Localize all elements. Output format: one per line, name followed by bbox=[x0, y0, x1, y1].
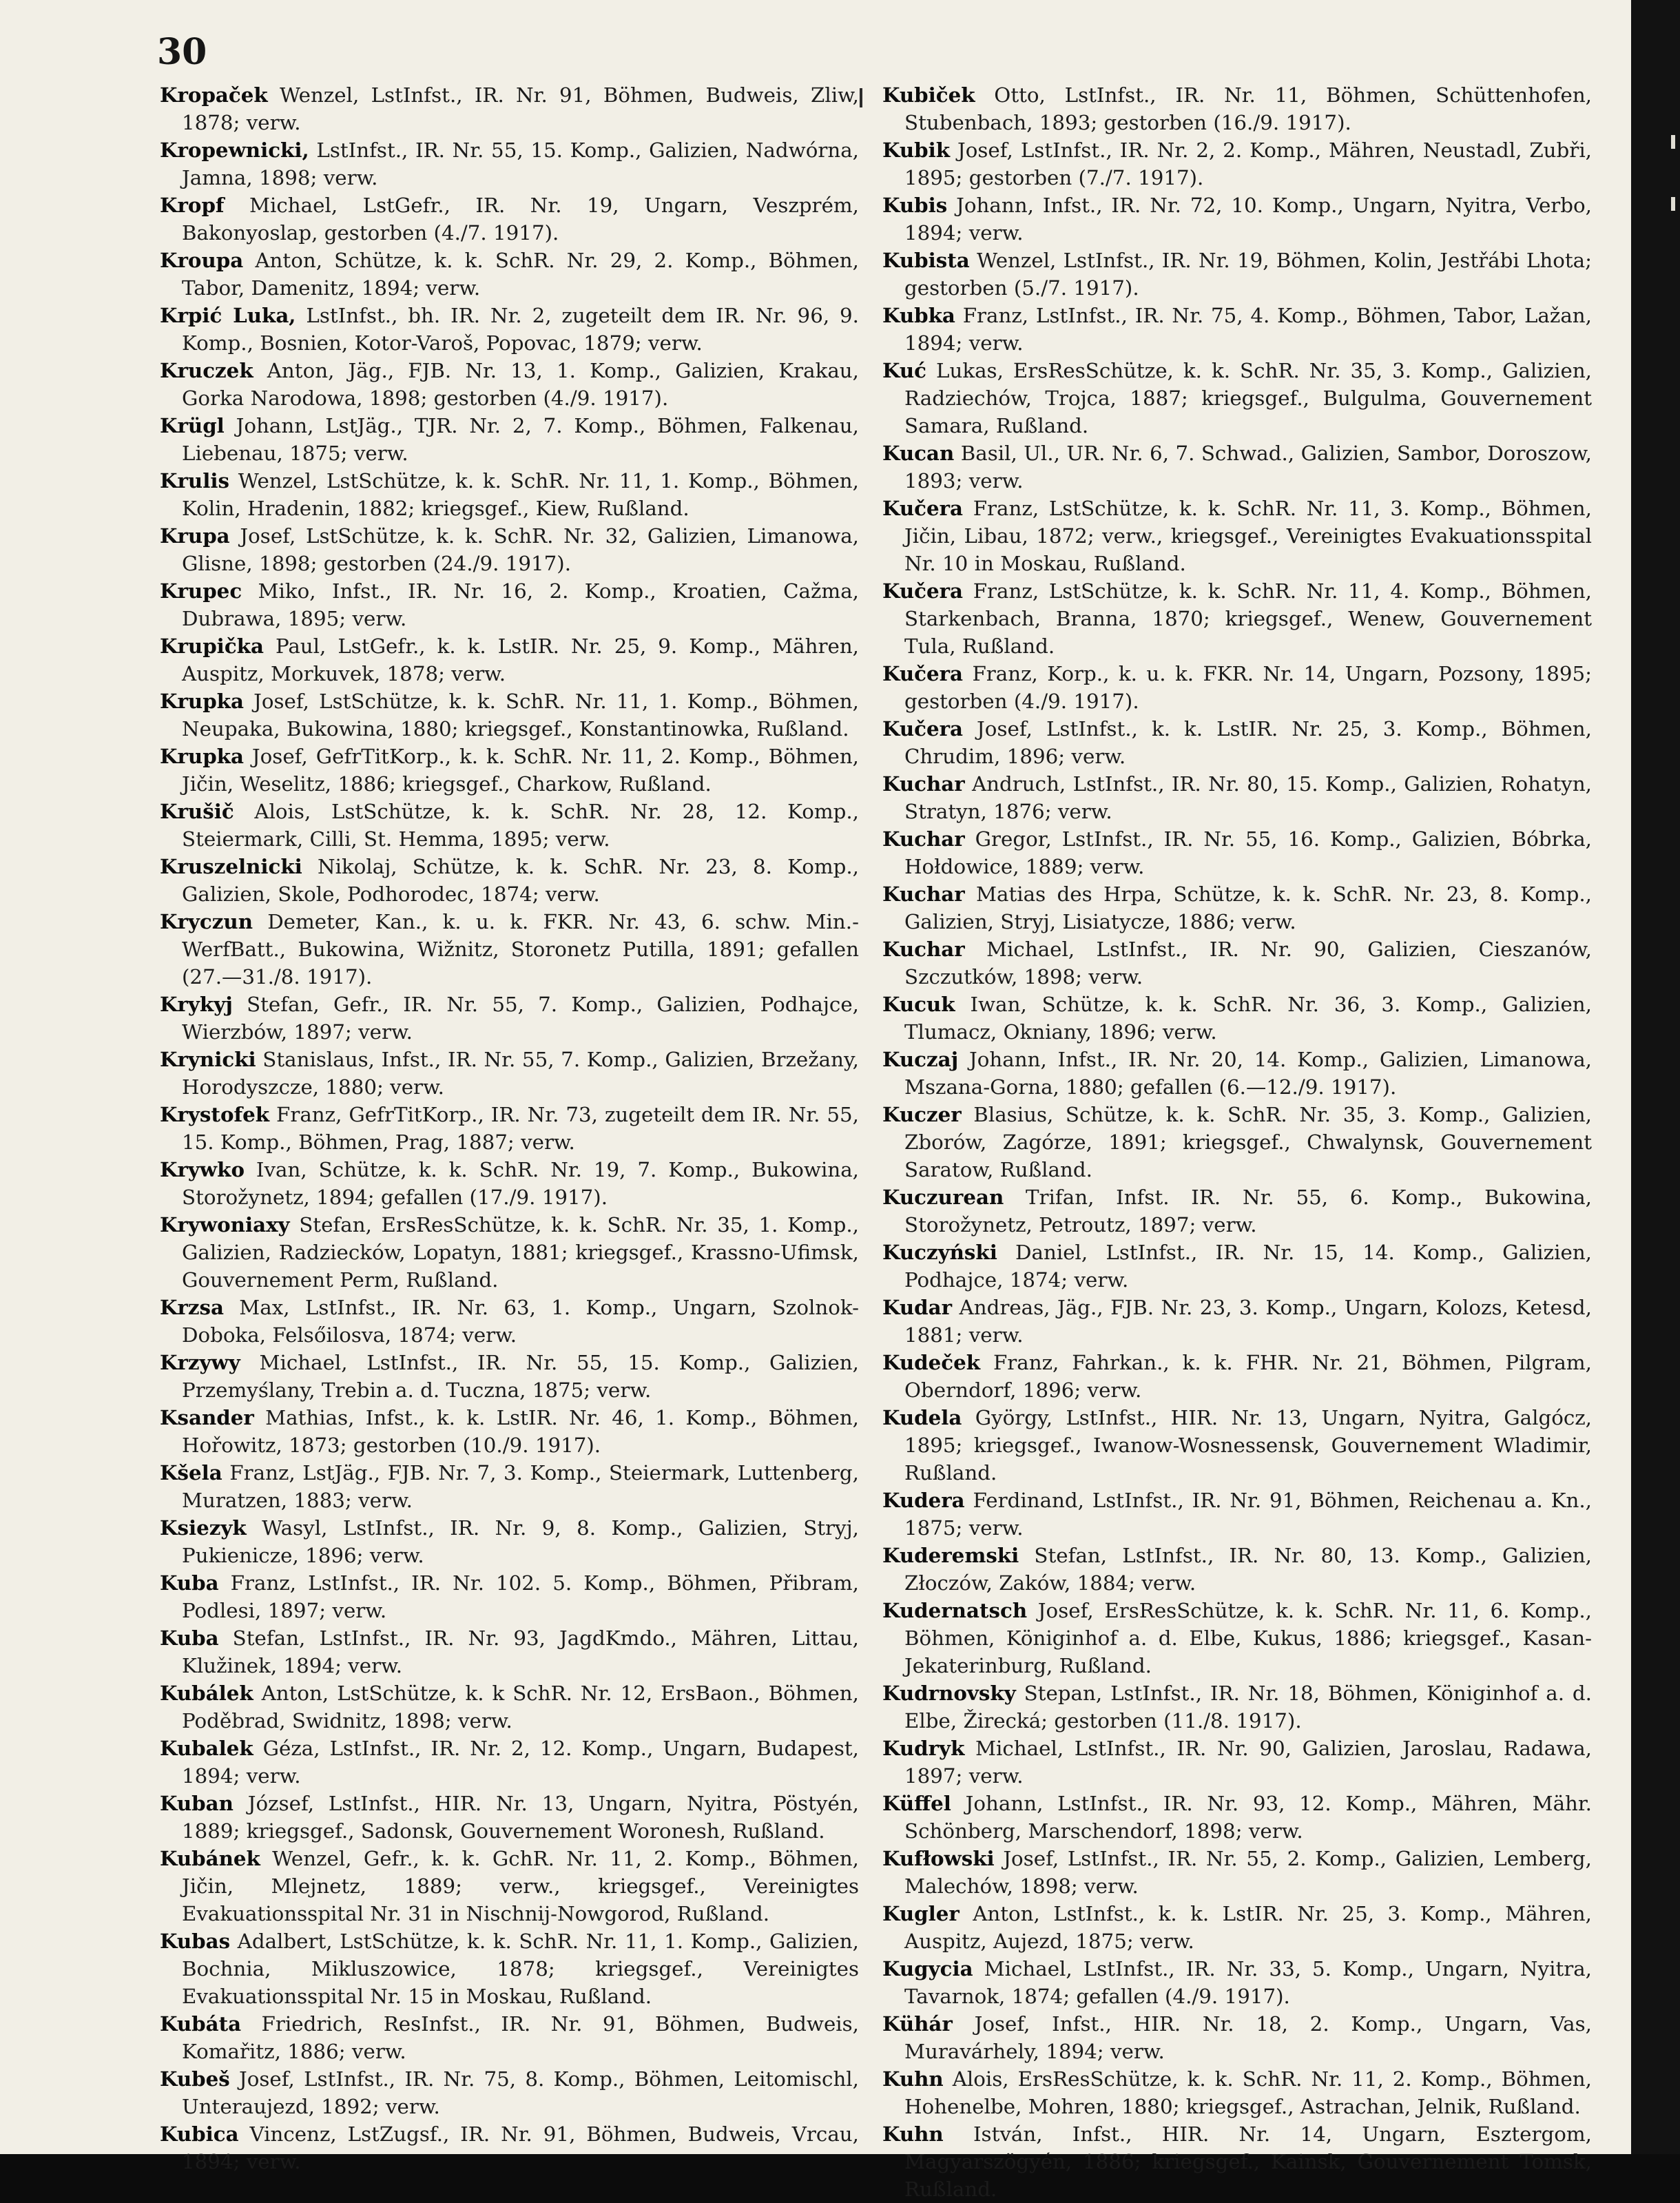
register-entry bbox=[882, 1790, 1592, 1845]
entry-details: Max, LstInfst., IR. Nr. 63, 1. Komp., Ungarn, Szolnok-Doboka, Felsőilosva, 1874; verw. bbox=[182, 1296, 859, 1347]
entry-details: Matias des Hrpa, Schütze, k. k. SchR. Nr. 23, 8. Komp., Galizien, Stryj, Lisiatycze, 1886; verw. bbox=[904, 882, 1592, 933]
register-entry bbox=[882, 2065, 1592, 2120]
register-entry bbox=[882, 81, 1592, 136]
register-entry bbox=[882, 1183, 1592, 1239]
entry-details: Vincenz, LstZugsf., IR. Nr. 91, Böhmen, Budweis, Vrcau, 1894; verw. bbox=[182, 2122, 859, 2173]
entry-surname: Krulis bbox=[160, 468, 229, 493]
entry-details: Alois, ErsResSchütze, k. k. SchR. Nr. 11, 2. Komp., Böhmen, Hohenelbe, Mohren, 1880; kriegsgef., Astrachan, Jelnik, Rußland. bbox=[904, 2067, 1592, 2118]
register-entry bbox=[882, 660, 1592, 715]
register-entry bbox=[160, 1156, 859, 1211]
entry-details: Gregor, LstInfst., IR. Nr. 55, 16. Komp., Galizien, Bóbrka, Hołdowice, 1889; verw. bbox=[904, 827, 1592, 878]
entry-surname: Kuć bbox=[882, 358, 926, 382]
register-entry bbox=[882, 1735, 1592, 1790]
entry-surname: Kropaček bbox=[160, 83, 268, 107]
entry-details: Johann, Infst., IR. Nr. 20, 14. Komp., Galizien, Limanowa, Mszana-Gorna, 1880; gefallen (6.—12./9. 1917). bbox=[904, 1048, 1592, 1099]
entry-surname: Kuban bbox=[160, 1791, 234, 1815]
register-entry bbox=[882, 770, 1592, 825]
entry-surname: Krzsa bbox=[160, 1295, 225, 1319]
register-entry bbox=[882, 357, 1592, 439]
entry-surname: Kruszelnicki bbox=[160, 854, 302, 878]
entry-details: Johann, LstInfst., IR. Nr. 93, 12. Komp., Mähren, Mähr. Schönberg, Marschendorf, 1898; verw. bbox=[904, 1792, 1592, 1843]
entry-details: Josef, LstInfst., IR. Nr. 2, 2. Komp., Mähren, Neustadl, Zubři, 1895; gestorben (7./7. 1917). bbox=[904, 138, 1592, 189]
register-entry bbox=[882, 247, 1592, 302]
entry-details: Franz, GefrTitKorp., IR. Nr. 73, zugeteilt dem IR. Nr. 55, 15. Komp., Böhmen, Prag, 1887; verw. bbox=[182, 1103, 859, 1154]
entry-surname: Kubáta bbox=[160, 2011, 242, 2036]
entry-details: Blasius, Schütze, k. k. SchR. Nr. 35, 3. Komp., Galizien, Zborów, Zagórze, 1891; kriegsgef., Chwalynsk, Gouvernement Saratow, Rußland. bbox=[904, 1103, 1592, 1181]
entry-surname: Kudernatsch bbox=[882, 1598, 1028, 1622]
register-entry bbox=[160, 357, 859, 412]
entry-details: Michael, LstInfst., IR. Nr. 90, Galizien, Cieszanów, Szczutków, 1898; verw. bbox=[904, 938, 1592, 989]
register-entry bbox=[160, 1046, 859, 1101]
entry-surname: Kuchar bbox=[882, 937, 965, 961]
entry-surname: Ksiezyk bbox=[160, 1516, 247, 1540]
entry-surname: Küffel bbox=[882, 1791, 951, 1815]
register-entry bbox=[160, 908, 859, 991]
entry-details: Lukas, ErsResSchütze, k. k. SchR. Nr. 35, 3. Komp., Galizien, Radziechów, Trojca, 1887; kriegsgef., Bulgulma, Gouvernement Samara, Rußland. bbox=[904, 359, 1592, 437]
entry-details: György, LstInfst., HIR. Nr. 13, Ungarn, Nyitra, Galgócz, 1895; kriegsgef., Iwanow-Wosnessensk, Gouvernement Wladimir, Rußland. bbox=[904, 1406, 1592, 1485]
entry-details: Michael, LstInfst., IR. Nr. 33, 5. Komp., Ungarn, Nyitra, Tavarnok, 1874; gefallen (4./9. 1917). bbox=[904, 1957, 1592, 2008]
entry-surname: Kučera bbox=[882, 496, 964, 520]
register-entry bbox=[882, 192, 1592, 247]
register-entry bbox=[160, 2010, 859, 2065]
entry-surname: Krzywy bbox=[160, 1350, 240, 1374]
entry-surname: Kudrnovsky bbox=[882, 1681, 1016, 1705]
entry-details: Ivan, Schütze, k. k. SchR. Nr. 19, 7. Komp., Bukowina, Storožynetz, 1894; gefallen (17./9. 1917). bbox=[182, 1158, 859, 1209]
register-entry bbox=[882, 1542, 1592, 1597]
entry-surname: Kugler bbox=[882, 1901, 960, 1925]
register-entry bbox=[882, 1487, 1592, 1542]
entry-surname: Kubas bbox=[160, 1929, 231, 1953]
entry-details: Miko, Infst., IR. Nr. 16, 2. Komp., Kroatien, Cažma, Dubrawa, 1895; verw. bbox=[182, 579, 859, 630]
register-entry bbox=[882, 935, 1592, 991]
entry-surname: Krupička bbox=[160, 634, 264, 658]
entry-details: LstInfst., IR. Nr. 55, 15. Komp., Galizien, Nadwórna, Jamna, 1898; verw. bbox=[182, 138, 859, 189]
entry-details: Stefan, LstInfst., IR. Nr. 80, 13. Komp., Galizien, Złoczów, Zaków, 1884; verw. bbox=[904, 1544, 1592, 1595]
entry-details: Demeter, Kan., k. u. k. FKR. Nr. 43, 6. schw. Min.-WerfBatt., Bukowina, Wižnitz, Storonetz Putilla, 1891; gefallen (27.—31./8. 1917). bbox=[182, 910, 859, 989]
entry-surname: Kubalek bbox=[160, 1736, 253, 1760]
entry-details: Ferdinand, LstInfst., IR. Nr. 91, Böhmen, Reichenau a. Kn., 1875; verw. bbox=[904, 1489, 1592, 1540]
register-entry bbox=[160, 632, 859, 687]
register-entry bbox=[160, 1101, 859, 1156]
register-entry bbox=[160, 81, 859, 136]
entry-details: Franz, LstInfst., IR. Nr. 75, 4. Komp., Böhmen, Tabor, Lažan, 1894; verw. bbox=[904, 304, 1592, 355]
entry-details: Stefan, ErsResSchütze, k. k. SchR. Nr. 35, 1. Komp., Galizien, Radziecków, Lopatyn, 1881; kriegsgef., Krassno-Ufimsk, Gouvernement Perm, Rußland. bbox=[182, 1213, 859, 1292]
entry-surname: Kuczaj bbox=[882, 1047, 959, 1071]
register-entry bbox=[160, 1735, 859, 1790]
adjacent-page-fragment bbox=[1671, 197, 1675, 211]
register-entry bbox=[160, 2065, 859, 2120]
adjacent-page-fragment bbox=[1671, 135, 1675, 149]
entry-details: Stefan, Gefr., IR. Nr. 55, 7. Komp., Galizien, Podhajce, Wierzbów, 1897; verw. bbox=[182, 993, 859, 1044]
entry-surname: Kudera bbox=[882, 1488, 965, 1512]
page-number: 30 bbox=[157, 31, 207, 73]
entry-details: Josef, LstSchütze, k. k. SchR. Nr. 32, Galizien, Limanowa, Glisne, 1898; gestorben (24./9. 1917). bbox=[182, 524, 859, 575]
entry-surname: Kubik bbox=[882, 138, 951, 162]
entry-surname: Kučera bbox=[882, 579, 964, 603]
register-entry bbox=[160, 247, 859, 302]
register-entry bbox=[160, 1679, 859, 1735]
entry-surname: Kubiček bbox=[882, 83, 975, 107]
entry-surname: Kropewnicki, bbox=[160, 138, 309, 162]
entry-surname: Kühár bbox=[882, 2011, 953, 2036]
entry-details: Anton, Jäg., FJB. Nr. 13, 1. Komp., Galizien, Krakau, Gorka Narodowa, 1898; gestorben (4./9. 1917). bbox=[182, 359, 859, 410]
entry-surname: Kropf bbox=[160, 193, 225, 217]
entry-surname: Kubánek bbox=[160, 1846, 260, 1870]
register-entry bbox=[160, 798, 859, 853]
entry-surname: Krywoniaxy bbox=[160, 1212, 290, 1237]
register-entry bbox=[160, 1845, 859, 1927]
register-entry bbox=[882, 302, 1592, 357]
entry-surname: Krupec bbox=[160, 579, 242, 603]
entry-details: Wenzel, LstSchütze, k. k. SchR. Nr. 11, 1. Komp., Böhmen, Kolin, Hradenin, 1882; kriegsgef., Kiew, Rußland. bbox=[182, 469, 859, 520]
entry-details: Iwan, Schütze, k. k. SchR. Nr. 36, 3. Komp., Galizien, Tlumacz, Okniany, 1896; verw. bbox=[904, 993, 1592, 1044]
entry-surname: Kubis bbox=[882, 193, 948, 217]
entry-details: Josef, ErsResSchütze, k. k. SchR. Nr. 11, 6. Komp., Böhmen, Königinhof a. d. Elbe, Kukus, 1886; kriegsgef., Kasan-Jekaterinburg, Rußland. bbox=[904, 1599, 1592, 1677]
entry-surname: Kugycia bbox=[882, 1956, 973, 1980]
entry-details: Stepan, LstInfst., IR. Nr. 18, Böhmen, Königinhof a. d. Elbe, Žirecká; gestorben (11./8. 1917). bbox=[904, 1682, 1592, 1733]
entry-surname: Kudeček bbox=[882, 1350, 981, 1374]
entry-details: Michael, LstInfst., IR. Nr. 55, 15. Komp., Galizien, Przemyślany, Trebin a. d. Tuczna, 1875; verw. bbox=[182, 1351, 859, 1402]
entry-surname: Kudela bbox=[882, 1405, 962, 1429]
entry-surname: Kruczek bbox=[160, 358, 253, 382]
entry-surname: Krystofek bbox=[160, 1102, 270, 1126]
entry-details: Nikolaj, Schütze, k. k. SchR. Nr. 23, 8. Komp., Galizien, Skole, Podhorodec, 1874; verw. bbox=[182, 855, 859, 906]
register-entry bbox=[160, 192, 859, 247]
register-entry bbox=[882, 136, 1592, 192]
entry-surname: Krywko bbox=[160, 1157, 245, 1181]
column-divider bbox=[860, 88, 862, 107]
entry-details: Friedrich, ResInfst., IR. Nr. 91, Böhmen, Budweis, Komařitz, 1886; verw. bbox=[182, 2012, 859, 2063]
register-entry bbox=[160, 1790, 859, 1845]
register-entry bbox=[882, 439, 1592, 495]
entry-details: Franz, LstSchütze, k. k. SchR. Nr. 11, 4. Komp., Böhmen, Starkenbach, Branna, 1870; kriegsgef., Wenew, Gouvernement Tula, Rußland. bbox=[904, 579, 1592, 658]
entry-surname: Kuderemski bbox=[882, 1543, 1019, 1567]
entry-surname: Kubálek bbox=[160, 1681, 253, 1705]
register-entry bbox=[882, 577, 1592, 660]
entry-surname: Kuczurean bbox=[882, 1185, 1004, 1209]
entry-surname: Kucuk bbox=[882, 992, 955, 1016]
entry-details: Michael, LstInfst., IR. Nr. 90, Galizien, Jaroslau, Radawa, 1897; verw. bbox=[904, 1737, 1592, 1788]
entry-details: Stanislaus, Infst., IR. Nr. 55, 7. Komp., Galizien, Brzežany, Horodyszcze, 1880; verw. bbox=[182, 1048, 859, 1099]
entry-details: Anton, LstInfst., k. k. LstIR. Nr. 25, 3. Komp., Mähren, Auspitz, Aujezd, 1875; verw. bbox=[904, 1902, 1592, 1953]
register-entry bbox=[882, 880, 1592, 935]
entry-surname: Krušič bbox=[160, 799, 234, 823]
entry-surname: Kryczun bbox=[160, 909, 253, 933]
entry-surname: Krupa bbox=[160, 524, 230, 548]
entry-surname: Kudryk bbox=[882, 1736, 965, 1760]
register-entry bbox=[160, 1349, 859, 1404]
entry-details: Michael, LstGefr., IR. Nr. 19, Ungarn, Veszprém, Bakonyoslap, gestorben (4./7. 1917). bbox=[182, 194, 859, 245]
entry-details: Basil, Ul., UR. Nr. 6, 7. Schwad., Galizien, Sambor, Doroszow, 1893; verw. bbox=[904, 442, 1592, 493]
entry-details: Andruch, LstInfst., IR. Nr. 80, 15. Komp., Galizien, Rohatyn, Stratyn, 1876; verw. bbox=[904, 772, 1592, 823]
register-entry bbox=[160, 1927, 859, 2010]
register-entry bbox=[882, 991, 1592, 1046]
adjacent-page-edge bbox=[1631, 0, 1680, 2154]
entry-surname: Kucan bbox=[882, 441, 955, 465]
entry-surname: Kufłowski bbox=[882, 1846, 995, 1870]
register-entry bbox=[160, 1624, 859, 1679]
entry-details: Alois, LstSchütze, k. k. SchR. Nr. 28, 12. Komp., Steiermark, Cilli, St. Hemma, 1895; verw. bbox=[182, 800, 859, 851]
register-entry bbox=[160, 1211, 859, 1294]
register-entry bbox=[882, 1679, 1592, 1735]
entry-details: Josef, LstInfst., IR. Nr. 55, 2. Komp., Galizien, Lemberg, Malechów, 1898; verw. bbox=[904, 1847, 1592, 1898]
register-entry bbox=[882, 1349, 1592, 1404]
entry-details: Franz, LstSchütze, k. k. SchR. Nr. 11, 3. Komp., Böhmen, Jičin, Libau, 1872; verw., kriegsgef., Vereinigtes Evakuationsspital Nr. 10 in Moskau, Rußland. bbox=[904, 497, 1592, 575]
register-entry bbox=[882, 2120, 1592, 2203]
entry-surname: Krupka bbox=[160, 689, 244, 713]
register-entry bbox=[882, 715, 1592, 770]
register-entry bbox=[160, 302, 859, 357]
register-entry bbox=[882, 2010, 1592, 2065]
entry-surname: Krynicki bbox=[160, 1047, 256, 1071]
right-column bbox=[882, 81, 1592, 2203]
entry-details: Franz, Fahrkan., k. k. FHR. Nr. 21, Böhmen, Pilgram, Oberndorf, 1896; verw. bbox=[904, 1351, 1592, 1402]
left-column bbox=[160, 81, 859, 2175]
entry-surname: Kuchar bbox=[882, 882, 965, 906]
register-entry bbox=[160, 412, 859, 467]
register-entry bbox=[882, 1294, 1592, 1349]
entry-surname: Krügl bbox=[160, 413, 225, 437]
entry-surname: Kubka bbox=[882, 303, 955, 327]
entry-details: Géza, LstInfst., IR. Nr. 2, 12. Komp., Ungarn, Budapest, 1894; verw. bbox=[182, 1737, 859, 1788]
entry-details: Daniel, LstInfst., IR. Nr. 15, 14. Komp., Galizien, Podhajce, 1874; verw. bbox=[904, 1241, 1592, 1292]
entry-details: Franz, Korp., k. u. k. FKR. Nr. 14, Ungarn, Pozsony, 1895; gestorben (4./9. 1917). bbox=[904, 662, 1592, 713]
register-entry bbox=[882, 495, 1592, 577]
entry-surname: Kučera bbox=[882, 716, 964, 741]
entry-details: Andreas, Jäg., FJB. Nr. 23, 3. Komp., Ungarn, Kolozs, Ketesd, 1881; verw. bbox=[904, 1296, 1592, 1347]
entry-details: Johann, LstJäg., TJR. Nr. 2, 7. Komp., Böhmen, Falkenau, Liebenau, 1875; verw. bbox=[182, 414, 859, 465]
register-entry bbox=[882, 1404, 1592, 1487]
entry-surname: Kuchar bbox=[882, 827, 965, 851]
entry-details: József, LstInfst., HIR. Nr. 13, Ungarn, Nyitra, Pöstyén, 1889; kriegsgef., Sadonsk, Gouvernement Woronesh, Rußland. bbox=[182, 1792, 859, 1843]
register-entry bbox=[160, 1569, 859, 1624]
entry-details: István, Infst., HIR. Nr. 14, Ungarn, Esztergom, Magyarszögyén, 1886; kriegsgef., Kainsk, Gouvernement Tomsk, Rußland. bbox=[904, 2122, 1592, 2201]
register-entry bbox=[160, 577, 859, 632]
entry-details: Franz, LstJäg., FJB. Nr. 7, 3. Komp., Steiermark, Luttenberg, Muratzen, 1883; verw. bbox=[182, 1461, 859, 1512]
register-entry bbox=[882, 1239, 1592, 1294]
entry-surname: Kuczyński bbox=[882, 1240, 997, 1264]
entry-details: Anton, LstSchütze, k. k SchR. Nr. 12, ErsBaon., Böhmen, Poděbrad, Swidnitz, 1898; verw. bbox=[182, 1682, 859, 1733]
register-entry bbox=[160, 991, 859, 1046]
entry-details: Stefan, LstInfst., IR. Nr. 93, JagdKmdo., Mähren, Littau, Klužinek, 1894; verw. bbox=[182, 1626, 859, 1677]
entry-details: Wenzel, LstInfst., IR. Nr. 91, Böhmen, Budweis, Zliw, 1878; verw. bbox=[182, 83, 859, 134]
register-entry bbox=[160, 853, 859, 908]
entry-details: Wenzel, LstInfst., IR. Nr. 19, Böhmen, Kolin, Jestřábi Lhota; gestorben (5./7. 1917). bbox=[904, 249, 1592, 300]
entry-surname: Krykyj bbox=[160, 992, 233, 1016]
entry-details: Josef, GefrTitKorp., k. k. SchR. Nr. 11, 2. Komp., Böhmen, Jičin, Weselitz, 1886; kriegsgef., Charkow, Rußland. bbox=[182, 745, 859, 796]
register-entry bbox=[160, 743, 859, 798]
entry-details: Wenzel, Gefr., k. k. GchR. Nr. 11, 2. Komp., Böhmen, Jičin, Mlejnetz, 1889; verw., kriegsgef., Vereinigtes Evakuationsspital Nr. 31 in Nischnij-Nowgorod, Rußland. bbox=[182, 1847, 859, 1925]
entry-details: Adalbert, LstSchütze, k. k. SchR. Nr. 11, 1. Komp., Galizien, Bochnia, Mikluszowice, 1878; kriegsgef., Vereinigtes Evakuationsspital Nr. 15 in Moskau, Rußland. bbox=[182, 1930, 859, 2008]
entry-surname: Kuczer bbox=[882, 1102, 962, 1126]
entry-surname: Kuchar bbox=[882, 772, 965, 796]
entry-details: Franz, LstInfst., IR. Nr. 102. 5. Komp., Böhmen, Přibram, Podlesi, 1897; verw. bbox=[182, 1571, 859, 1622]
register-entry bbox=[882, 1101, 1592, 1183]
register-entry bbox=[882, 1955, 1592, 2010]
register-entry bbox=[160, 467, 859, 522]
entry-surname: Kuba bbox=[160, 1571, 219, 1595]
entry-details: Josef, LstSchütze, k. k. SchR. Nr. 11, 1. Komp., Böhmen, Neupaka, Bukowina, 1880; kriegsgef., Konstantinowka, Rußland. bbox=[182, 690, 859, 741]
entry-surname: Ksander bbox=[160, 1405, 254, 1429]
register-entry bbox=[160, 522, 859, 577]
register-entry bbox=[882, 825, 1592, 880]
entry-details: Josef, LstInfst., k. k. LstIR. Nr. 25, 3. Komp., Böhmen, Chrudim, 1896; verw. bbox=[904, 717, 1592, 768]
entry-surname: Krupka bbox=[160, 744, 244, 768]
register-entry bbox=[882, 1597, 1592, 1679]
entry-details: Mathias, Infst., k. k. LstIR. Nr. 46, 1. Komp., Böhmen, Hořowitz, 1873; gestorben (10./9. 1917). bbox=[182, 1406, 859, 1457]
entry-surname: Kudar bbox=[882, 1295, 953, 1319]
entry-surname: Kubista bbox=[882, 248, 970, 272]
entry-surname: Kroupa bbox=[160, 248, 244, 272]
register-entry bbox=[160, 1459, 859, 1514]
entry-surname: Kuhn bbox=[882, 2067, 944, 2091]
entry-details: Paul, LstGefr., k. k. LstIR. Nr. 25, 9. Komp., Mähren, Auspitz, Morkuvek, 1878; verw. bbox=[182, 634, 859, 685]
entry-details: Johann, Infst., IR. Nr. 72, 10. Komp., Ungarn, Nyitra, Verbo, 1894; verw. bbox=[904, 194, 1592, 245]
entry-surname: Krpić Luka, bbox=[160, 303, 296, 327]
register-entry bbox=[160, 2120, 859, 2175]
register-entry bbox=[160, 1404, 859, 1459]
entry-surname: Kučera bbox=[882, 661, 964, 685]
entry-details: Wasyl, LstInfst., IR. Nr. 9, 8. Komp., Galizien, Stryj, Pukienicze, 1896; verw. bbox=[182, 1516, 859, 1567]
entry-details: LstInfst., bh. IR. Nr. 2, zugeteilt dem IR. Nr. 96, 9. Komp., Bosnien, Kotor-Varoš, Popovac, 1879; verw. bbox=[182, 304, 859, 355]
register-entry bbox=[882, 1046, 1592, 1101]
entry-details: Anton, Schütze, k. k. SchR. Nr. 29, 2. Komp., Böhmen, Tabor, Damenitz, 1894; verw. bbox=[182, 249, 859, 300]
register-entry bbox=[160, 1514, 859, 1569]
register-entry bbox=[882, 1845, 1592, 1900]
entry-surname: Kuhn bbox=[882, 2122, 944, 2146]
entry-details: Josef, Infst., HIR. Nr. 18, 2. Komp., Ungarn, Vas, Muravárhely, 1894; verw. bbox=[904, 2012, 1592, 2063]
register-entry bbox=[160, 687, 859, 743]
register-entry bbox=[160, 136, 859, 192]
register-entry bbox=[882, 1900, 1592, 1955]
entry-surname: Kuba bbox=[160, 1626, 219, 1650]
entry-surname: Kubeš bbox=[160, 2067, 230, 2091]
entry-details: Josef, LstInfst., IR. Nr. 75, 8. Komp., Böhmen, Leitomischl, Unteraujezd, 1892; verw. bbox=[182, 2067, 859, 2118]
entry-surname: Kubica bbox=[160, 2122, 239, 2146]
entry-details: Otto, LstInfst., IR. Nr. 11, Böhmen, Schüttenhofen, Stubenbach, 1893; gestorben (16./9. 1917). bbox=[904, 83, 1592, 134]
entry-surname: Kšela bbox=[160, 1460, 222, 1485]
entry-details: Trifan, Infst. IR. Nr. 55, 6. Komp., Bukowina, Storožynetz, Petroutz, 1897; verw. bbox=[904, 1186, 1592, 1237]
register-entry bbox=[160, 1294, 859, 1349]
